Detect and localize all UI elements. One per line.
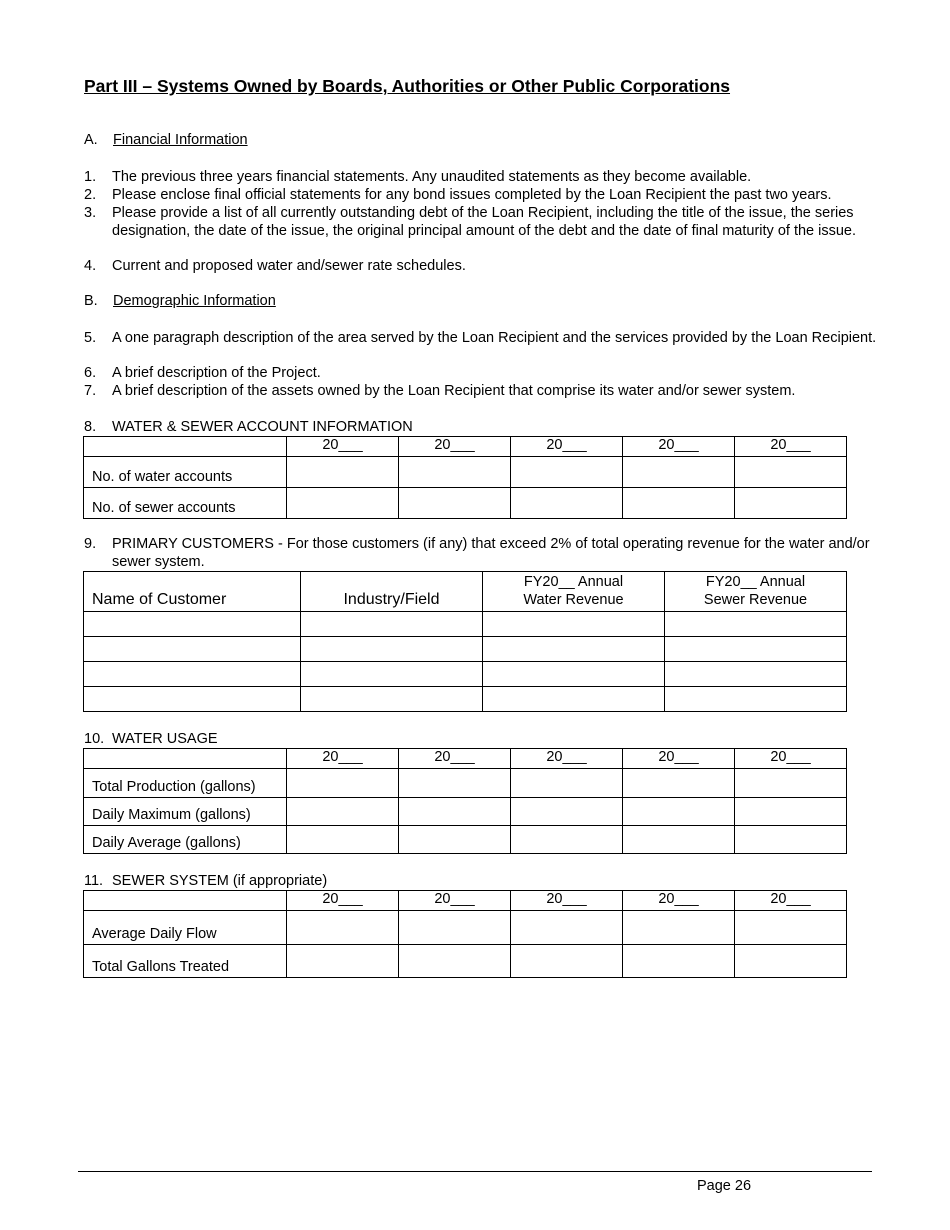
entry-cell[interactable] [84,612,301,637]
table-row [84,945,847,978]
entry-cell[interactable] [665,662,847,687]
entry-cell[interactable] [735,826,847,854]
row-label: Daily Maximum (gallons) [84,798,287,826]
entry-cell[interactable] [735,945,847,978]
entry-cell[interactable] [399,911,511,945]
row-label: Total Gallons Treated [84,945,287,978]
item-text: The previous three years financial statements. Any unaudited statements as they become available. [112,169,752,185]
sewer-revenue-header-line1: FY20__ Annual [705,574,806,590]
item-number: 2. [84,187,97,203]
item-text: A brief description of the assets owned by the Loan Recipient that comprise its water and/or sewer system. [112,383,796,399]
list-item-2 [84,186,914,204]
blank-cell [84,891,287,911]
entry-cell[interactable] [287,457,399,488]
item-text: A brief description of the Project. [112,365,321,381]
table-row [84,457,847,488]
table-row [84,826,847,854]
water-revenue-header [483,572,665,612]
year-header: 20___ [511,891,623,911]
entry-cell[interactable] [623,769,735,798]
year-header: 20___ [287,437,399,457]
item-number: 7. [84,383,97,399]
section-b-heading [84,293,276,309]
item-text: Current and proposed water and/sewer rate schedules. [112,258,466,274]
water-revenue-header-line2: Water Revenue [523,592,624,608]
item-9-text: PRIMARY CUSTOMERS - For those customers (if any) that exceed 2% of total operating revenue for the water and/or sewer system. [112,536,870,570]
entry-cell[interactable] [665,612,847,637]
year-header: 20___ [735,437,847,457]
item-number: 5. [84,330,97,346]
section-a-letter: A. [84,132,98,148]
section-b-title: Demographic Information [113,293,276,309]
table-row [84,637,847,662]
item-number: 3. [84,205,97,221]
item-11-title: SEWER SYSTEM (if appropriate) [112,873,328,889]
entry-cell[interactable] [623,457,735,488]
entry-cell[interactable] [483,612,665,637]
item-number: 8. [84,419,97,435]
name-of-customer-header: Name of Customer [84,572,301,612]
entry-cell[interactable] [84,637,301,662]
list-item-6 [84,364,904,382]
sewer-system-table [83,890,847,978]
blank-cell [84,437,287,457]
entry-cell[interactable] [84,687,301,712]
item-number: 10. [84,731,105,747]
entry-cell[interactable] [623,826,735,854]
entry-cell[interactable] [511,945,623,978]
entry-cell[interactable] [287,488,399,519]
entry-cell[interactable] [623,945,735,978]
entry-cell[interactable] [511,488,623,519]
entry-cell[interactable] [399,457,511,488]
row-label: No. of water accounts [84,457,287,488]
table-row [84,687,847,712]
item-number: 1. [84,169,97,185]
year-header: 20___ [735,749,847,769]
footer-divider [78,1171,872,1172]
entry-cell[interactable] [511,911,623,945]
entry-cell[interactable] [483,687,665,712]
year-header: 20___ [399,749,511,769]
entry-cell[interactable] [511,798,623,826]
list-item-4 [84,257,904,275]
entry-cell[interactable] [665,637,847,662]
year-header: 20___ [735,891,847,911]
entry-cell[interactable] [301,637,483,662]
entry-cell[interactable] [399,769,511,798]
year-header: 20___ [623,437,735,457]
table-header-row [84,749,847,769]
item-8-title: WATER & SEWER ACCOUNT INFORMATION [112,419,413,435]
item-number: 4. [84,258,97,274]
blank-cell [84,749,287,769]
table-row [84,798,847,826]
entry-cell[interactable] [399,798,511,826]
entry-cell[interactable] [287,911,399,945]
entry-cell[interactable] [511,826,623,854]
year-header: 20___ [399,891,511,911]
page-number: Page 26 [697,1178,752,1194]
entry-cell[interactable] [735,488,847,519]
entry-cell[interactable] [735,911,847,945]
row-label: Average Daily Flow [84,911,287,945]
section-a-title: Financial Information [113,132,248,148]
page-title: Part III – Systems Owned by Boards, Authorities or Other Public Corporations [84,76,731,96]
list-item-1 [84,168,904,186]
year-header: 20___ [399,437,511,457]
entry-cell[interactable] [623,798,735,826]
entry-cell[interactable] [84,662,301,687]
year-header: 20___ [511,749,623,769]
sewer-revenue-header [665,572,847,612]
table-row [84,911,847,945]
entry-cell[interactable] [301,662,483,687]
entry-cell[interactable] [511,457,623,488]
sewer-revenue-header-line2: Sewer Revenue [703,592,808,608]
entry-cell[interactable] [399,945,511,978]
entry-cell[interactable] [735,769,847,798]
entry-cell[interactable] [287,826,399,854]
item-text: Please enclose final official statements for any bond issues completed by the Loan Recipient the past two years. [112,187,832,203]
year-header: 20___ [623,891,735,911]
list-item-7 [84,382,904,400]
entry-cell[interactable] [735,457,847,488]
primary-customers-table [83,571,847,712]
table-header-row [84,891,847,911]
water-usage-table [83,748,847,854]
entry-cell[interactable] [301,687,483,712]
list-item-3 [84,204,890,240]
row-label: Total Production (gallons) [84,769,287,798]
table-row [84,662,847,687]
item-9-heading [84,535,874,571]
entry-cell[interactable] [735,798,847,826]
year-header: 20___ [511,437,623,457]
row-label: No. of sewer accounts [84,488,287,519]
entry-cell[interactable] [399,488,511,519]
item-10-title: WATER USAGE [112,731,218,747]
entry-cell[interactable] [623,911,735,945]
item-number: 6. [84,365,97,381]
table-row [84,769,847,798]
entry-cell[interactable] [483,637,665,662]
item-number: 9. [84,536,97,552]
year-header: 20___ [287,749,399,769]
row-label: Daily Average (gallons) [84,826,287,854]
section-b-letter: B. [84,293,98,309]
table-header-row [84,437,847,457]
item-10-heading [84,730,904,748]
water-revenue-header-line1: FY20__ Annual [523,574,624,590]
entry-cell[interactable] [287,769,399,798]
item-8-heading [84,418,904,436]
table-header-row [84,572,847,612]
entry-cell[interactable] [287,945,399,978]
table-row [84,612,847,637]
industry-field-header: Industry/Field [301,572,483,612]
entry-cell[interactable] [399,826,511,854]
water-sewer-accounts-table [83,436,847,519]
table-row [84,488,847,519]
section-a-heading [84,132,248,148]
list-item-5 [84,329,890,347]
entry-cell[interactable] [511,769,623,798]
entry-cell[interactable] [483,662,665,687]
year-header: 20___ [287,891,399,911]
item-text: A one paragraph description of the area served by the Loan Recipient and the services provided by the Loan Recipient. [112,330,877,346]
entry-cell[interactable] [665,687,847,712]
item-number: 11. [84,873,104,889]
entry-cell[interactable] [623,488,735,519]
entry-cell[interactable] [287,798,399,826]
item-11-heading [84,872,904,890]
item-text: Please provide a list of all currently outstanding debt of the Loan Recipient, including the title of the issue, the series designation, the date of the issue, the original principal amount of the debt and the date of final maturity of the issue. [112,205,857,239]
year-header: 20___ [623,749,735,769]
entry-cell[interactable] [301,612,483,637]
